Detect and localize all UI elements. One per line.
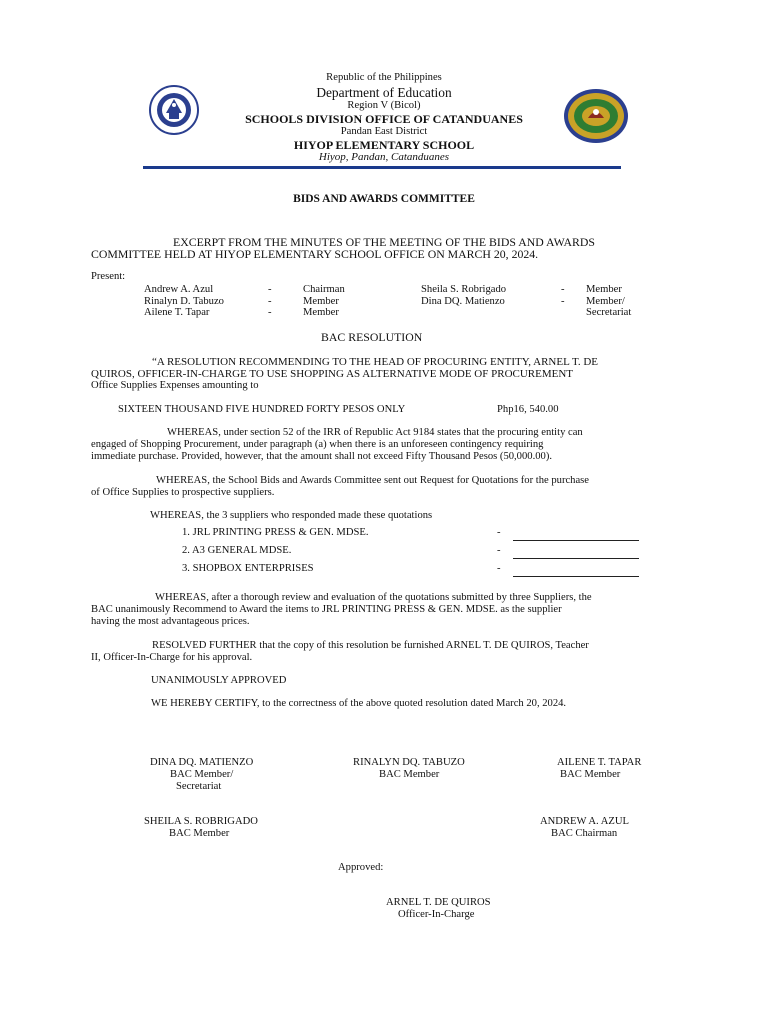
deped-seal [142, 85, 206, 135]
header-division: SCHOOLS DIVISION OFFICE OF CATANDUANES [245, 112, 523, 126]
whereas3-intro: WHEREAS, the 3 suppliers who responded made these quotations [150, 510, 433, 521]
present-left-role-3: Member [303, 307, 339, 318]
supplier-2-dash: - [497, 545, 501, 556]
whereas1-line-3: immediate purchase. Provided, however, that the amount shall not exceed Fifty Thousand Pesos (50,000.00). [91, 451, 552, 462]
signatory-3-role: BAC Member [560, 769, 621, 780]
signatory-4-name: SHEILA S. ROBRIGADO [144, 816, 258, 827]
header-school: HIYOP ELEMENTARY SCHOOL [293, 138, 475, 152]
present-left-role-1: Chairman [303, 284, 345, 295]
amount-words: SIXTEEN THOUSAND FIVE HUNDRED FORTY PESOS ONLY [118, 404, 406, 415]
signatory-1-role2: Secretariat [176, 781, 222, 792]
whereas4-line-2: BAC unanimously Recommend to Award the items to JRL PRINTING PRESS & GEN. MDSE. as the supplier [91, 604, 562, 615]
signatory-1-name: DINA DQ. MATIENZO [150, 757, 254, 768]
whereas1-line-2: engaged of Shopping Procurement, under paragraph (a) when there is an unforeseen contingency requiring [91, 439, 544, 450]
committee-title: BIDS AND AWARDS COMMITTEE [293, 193, 475, 205]
signatory-1-role: BAC Member/ [170, 769, 234, 780]
resolution-quote-line-1: “A RESOLUTION RECOMMENDING TO THE HEAD OF PROCURING ENTITY, ARNEL T. DE [152, 356, 599, 368]
supplier-1-blank [513, 528, 639, 546]
signatory-2-name: RINALYN DQ. TABUZO [353, 757, 465, 768]
unanimous-approved: UNANIMOUSLY APPROVED [151, 675, 287, 686]
supplier-3-name: 3. SHOPBOX ENTERPRISES [182, 563, 314, 574]
approval-role: Officer-In-Charge [398, 909, 475, 920]
present-left-role-2: Member [303, 296, 339, 307]
supplier-2-blank [513, 546, 639, 564]
signatory-3-name: AILENE T. TAPAR [557, 757, 642, 768]
whereas4-line-3: having the most advantageous prices. [91, 616, 250, 627]
excerpt-line-2: COMMITTEE HELD AT HIYOP ELEMENTARY SCHOOL OFFICE ON MARCH 20, 2024. [91, 247, 539, 261]
resolution-quote-line-3: Office Supplies Expenses amounting to [91, 380, 259, 391]
supplier-1-dash: - [497, 527, 501, 538]
amount-figure: Php16, 540.00 [497, 404, 559, 415]
header-rule [143, 166, 621, 169]
present-right-dash-1: - [561, 284, 565, 295]
present-left-dash-3: - [268, 307, 272, 318]
whereas4-line-1: WHEREAS, after a thorough review and evaluation of the quotations submitted by three Suppliers, the [155, 592, 592, 603]
signatory-5-name: ANDREW A. AZUL [540, 816, 629, 827]
supplier-2-name: 2. A3 GENERAL MDSE. [182, 545, 292, 556]
whereas2-line-1: WHEREAS, the School Bids and Awards Committee sent out Request for Quotations for the purchase [156, 475, 590, 486]
signatory-4-role: BAC Member [169, 828, 230, 839]
resolution-title: BAC RESOLUTION [321, 330, 423, 344]
whereas2-line-2: of Office Supplies to prospective suppliers. [91, 487, 275, 498]
present-left-name-1: Andrew A. Azul [144, 284, 214, 295]
header-region: Region V (Bicol) [347, 100, 421, 111]
present-left-name-2: Rinalyn D. Tabuzo [144, 296, 224, 307]
deped-seal-icon [142, 85, 206, 135]
signatory-2-role: BAC Member [379, 769, 440, 780]
supplier-3-blank [513, 564, 639, 582]
signatory-5-role: BAC Chairman [551, 828, 618, 839]
present-left-dash-2: - [268, 296, 272, 307]
present-right-role-1: Member [586, 284, 622, 295]
present-right-role-3: Secretariat [586, 307, 632, 318]
whereas1-line-1: WHEREAS, under section 52 of the IRR of Republic Act 9184 states that the procuring entity can [167, 427, 583, 438]
header-department: Department of Education [316, 85, 452, 100]
header-address: Hiyop, Pandan, Catanduanes [318, 151, 450, 163]
present-left-name-3: Ailene T. Tapar [144, 307, 210, 318]
present-right-dash-2: - [561, 296, 565, 307]
supplier-1-name: 1. JRL PRINTING PRESS & GEN. MDSE. [182, 527, 369, 538]
approval-name: ARNEL T. DE QUIROS [386, 897, 491, 908]
present-right-name-1: Sheila S. Robrigado [421, 284, 507, 295]
present-right-role-2: Member/ [586, 296, 625, 307]
supplier-3-dash: - [497, 563, 501, 574]
header-republic: Republic of the Philippines [326, 72, 442, 83]
present-left-dash-1: - [268, 284, 272, 295]
resolved-line-2: II, Officer-In-Charge for his approval. [91, 652, 253, 663]
certify-statement: WE HEREBY CERTIFY, to the correctness of the above quoted resolution dated March 20, 2024. [151, 698, 567, 709]
resolution-quote-line-2: QUIROS, OFFICER-IN-CHARGE TO USE SHOPPING AS ALTERNATIVE MODE OF PROCUREMENT [91, 368, 574, 380]
header-district: Pandan East District [340, 126, 428, 137]
present-label: Present: [91, 271, 126, 282]
resolved-line-1: RESOLVED FURTHER that the copy of this resolution be furnished ARNEL T. DE QUIROS, Teacher [152, 640, 589, 651]
present-right-name-2: Dina DQ. Matienzo [421, 296, 505, 307]
approval-label: Approved: [338, 862, 384, 873]
excerpt-line-1: EXCERPT FROM THE MINUTES OF THE MEETING OF THE BIDS AND AWARDS [173, 235, 595, 249]
